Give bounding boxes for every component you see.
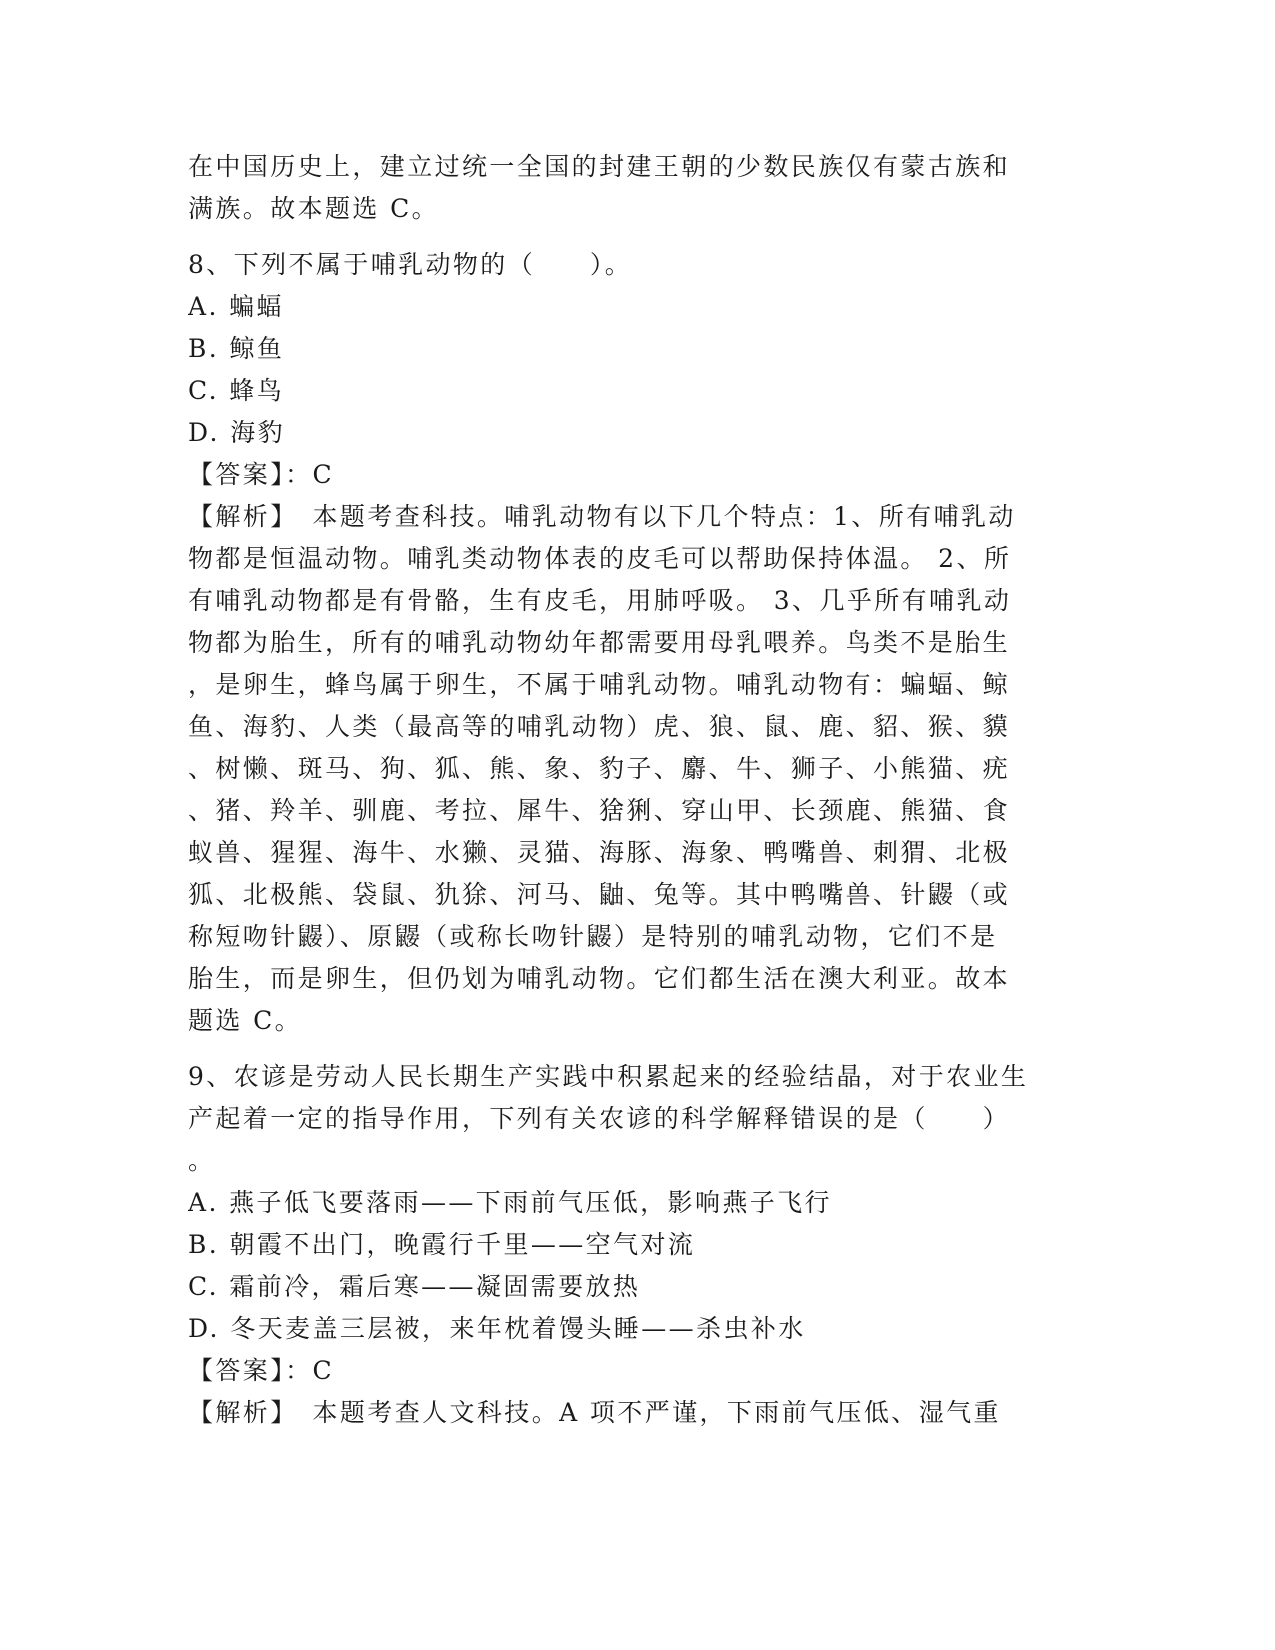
option-b: B. 朝霞不出门，晚霞行千里——空气对流 bbox=[188, 1230, 696, 1259]
explanation-line: 蚁兽、猩猩、海牛、水獭、灵猫、海豚、海象、鸭嘴兽、刺猬、北极 bbox=[188, 838, 1011, 867]
question-stem: 。 bbox=[188, 1146, 216, 1175]
question-9 bbox=[188, 1056, 1088, 1434]
explanation-line: 物都是恒温动物。哺乳类动物体表的皮毛可以帮助保持体温。 2、所 bbox=[188, 544, 1012, 573]
question-stem: 9、农谚是劳动人民长期生产实践中积累起来的经验结晶，对于农业生 bbox=[188, 1062, 1029, 1091]
explanation-line: 、猪、羚羊、驯鹿、考拉、犀牛、猞猁、穿山甲、长颈鹿、熊猫、食 bbox=[188, 796, 1011, 825]
option-d: D. 海豹 bbox=[188, 418, 286, 447]
question-stem: 产起着一定的指导作用，下列有关农谚的科学解释错误的是（ ） bbox=[188, 1104, 1011, 1133]
option-d: D. 冬天麦盖三层被，来年枕着馒头睡——杀虫补水 bbox=[188, 1314, 806, 1343]
explanation-line: 【解析】 本题考查人文科技。A 项不严谨，下雨前气压低、湿气重 bbox=[188, 1398, 1001, 1427]
explanation-line: 在中国历史上，建立过统一全国的封建王朝的少数民族仅有蒙古族和 bbox=[188, 152, 1011, 181]
explanation-line: 鱼、海豹、人类（最高等的哺乳动物）虎、狼、鼠、鹿、貂、猴、貘 bbox=[188, 712, 1011, 741]
page-content bbox=[188, 146, 1088, 1434]
explanation-line: 胎生，而是卵生，但仍划为哺乳动物。它们都生活在澳大利亚。故本 bbox=[188, 964, 1011, 993]
option-a: A. 燕子低飞要落雨——下雨前气压低，影响燕子飞行 bbox=[188, 1188, 832, 1217]
explanation-line: 满族。故本题选 C。 bbox=[188, 194, 440, 223]
explanation-line: 有哺乳动物都是有骨骼，生有皮毛，用肺呼吸。 3、几乎所有哺乳动 bbox=[188, 586, 1012, 615]
option-c: C. 霜前冷，霜后寒——凝固需要放热 bbox=[188, 1272, 641, 1301]
explanation-line: 物都为胎生，所有的哺乳动物幼年都需要用母乳喂养。鸟类不是胎生 bbox=[188, 628, 1011, 657]
option-c: C. 蜂鸟 bbox=[188, 376, 285, 405]
option-a: A. 蝙蝠 bbox=[188, 292, 284, 321]
explanation-line: ，是卵生，蜂鸟属于卵生，不属于哺乳动物。哺乳动物有：蝙蝠、鲸 bbox=[188, 670, 1011, 699]
answer-line: 【答案】：C bbox=[188, 460, 335, 489]
explanation-line: 称短吻针鼹）、原鼹（或称长吻针鼹）是特别的哺乳动物，它们不是 bbox=[188, 922, 998, 951]
explanation-line: 、树懒、斑马、狗、狐、熊、象、豹子、麝、牛、狮子、小熊猫、疣 bbox=[188, 754, 1011, 783]
explanation-line: 题选 C。 bbox=[188, 1006, 303, 1035]
question-stem: 8、下列不属于哺乳动物的（ ）。 bbox=[188, 250, 633, 279]
explanation-line: 狐、北极熊、袋鼠、犰狳、河马、鼬、兔等。其中鸭嘴兽、针鼹（或 bbox=[188, 880, 1011, 909]
previous-question-explanation bbox=[188, 146, 1088, 230]
explanation-line: 【解析】 本题考查科技。哺乳动物有以下几个特点：1、所有哺乳动 bbox=[188, 502, 1016, 531]
option-b: B. 鲸鱼 bbox=[188, 334, 285, 363]
answer-line: 【答案】：C bbox=[188, 1356, 335, 1385]
question-8 bbox=[188, 244, 1088, 1042]
